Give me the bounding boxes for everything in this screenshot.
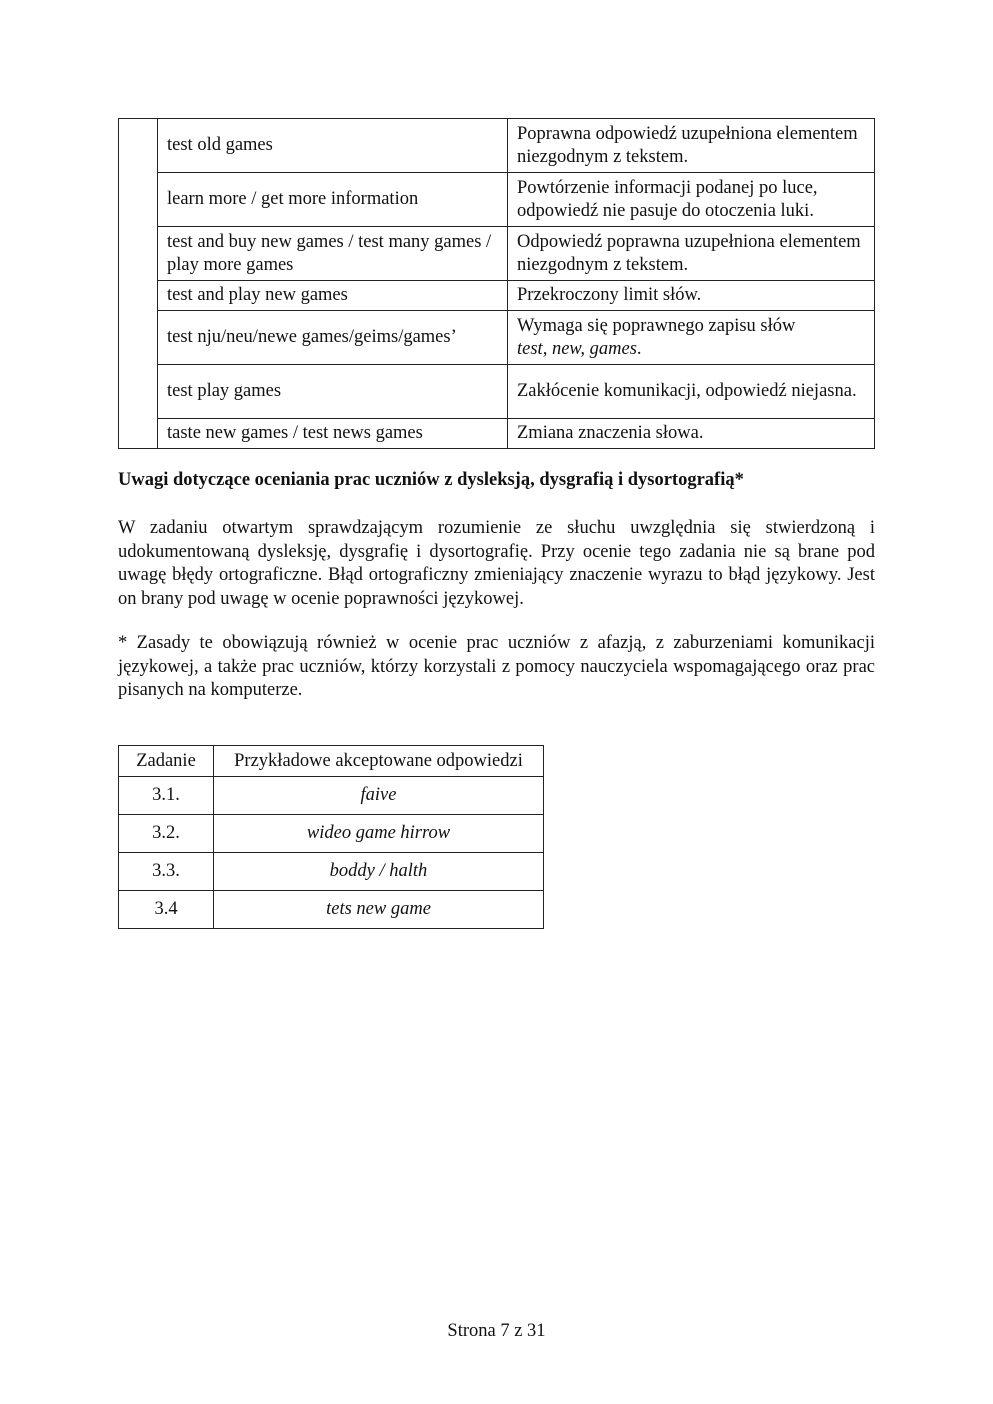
accepted-answer-cell: faive bbox=[214, 777, 544, 815]
table-row bbox=[119, 777, 544, 815]
reason-cell: Odpowiedź poprawna uzupełniona elementem niezgodnym z tekstem. bbox=[508, 227, 875, 281]
table-row bbox=[119, 227, 875, 281]
reason-cell: Zakłócenie komunikacji, odpowiedź niejasna. bbox=[508, 365, 875, 419]
table-row bbox=[119, 311, 875, 365]
empty-task-cell bbox=[119, 119, 158, 449]
reason-cell: Poprawna odpowiedź uzupełniona elementem niezgodnym z tekstem. bbox=[508, 119, 875, 173]
reason-italic-words: test, new, games bbox=[517, 338, 637, 359]
answer-cell: taste new games / test news games bbox=[158, 419, 508, 449]
page-number: Strona 7 z 31 bbox=[447, 1321, 546, 1341]
accepted-answer-cell: boddy / halth bbox=[214, 853, 544, 891]
task-number-cell: 3.3. bbox=[119, 853, 214, 891]
column-header-task: Zadanie bbox=[119, 746, 214, 777]
table-row bbox=[119, 173, 875, 227]
column-header-answers: Przykładowe akceptowane odpowiedzi bbox=[214, 746, 544, 777]
reason-end: . bbox=[636, 338, 642, 359]
answer-cell: test nju/neu/newe games/geims/games’ bbox=[158, 311, 508, 365]
task-number-cell: 3.1. bbox=[119, 777, 214, 815]
reason-text: Wymaga się poprawnego zapisu słów bbox=[517, 315, 796, 336]
reason-cell: Przekroczony limit słów. bbox=[508, 281, 875, 311]
reason-cell bbox=[508, 311, 875, 365]
rejected-answers-table bbox=[118, 118, 875, 449]
table-row bbox=[119, 853, 544, 891]
answer-cell: test play games bbox=[158, 365, 508, 419]
accepted-answers-table bbox=[118, 745, 544, 929]
reason-cell: Zmiana znaczenia słowa. bbox=[508, 419, 875, 449]
answer-cell: test and play new games bbox=[158, 281, 508, 311]
answer-cell: test old games bbox=[158, 119, 508, 173]
accepted-answer-cell: wideo game hirrow bbox=[214, 815, 544, 853]
reason-cell: Powtórzenie informacji podanej po luce, odpowiedź nie pasuje do otoczenia luki. bbox=[508, 173, 875, 227]
answer-cell: learn more / get more information bbox=[158, 173, 508, 227]
paragraph-footnote: * Zasady te obowiązują również w ocenie prac uczniów z afazją, z zaburzeniami komunikacji językowej, a także prac uczniów, którzy korzystali z pomocy nauczyciela wspomagającego oraz prac pisanych na komputerze. bbox=[118, 633, 875, 700]
answer-cell: test and buy new games / test many games / play more games bbox=[158, 227, 508, 281]
task-number-cell: 3.4 bbox=[119, 891, 214, 929]
table-row bbox=[119, 891, 544, 929]
paragraph-dyslexia-rules: W zadaniu otwartym sprawdzającym rozumienie ze słuchu uwzględnia się stwierdzoną i udokumentowaną dysleksję, dysgrafię i dysortografię. Przy ocenie tego zadania nie są brane pod uwagę błędy ortograficzne. Błąd ortograficzny zmieniający znaczenie wyrazu to błąd językowy. Jest on brany pod uwagę w ocenie poprawności językowej. bbox=[118, 518, 875, 609]
table-row bbox=[119, 815, 544, 853]
table-row bbox=[119, 419, 875, 449]
task-number-cell: 3.2. bbox=[119, 815, 214, 853]
table-row bbox=[119, 281, 875, 311]
table-row bbox=[119, 365, 875, 419]
accepted-answer-cell: tets new game bbox=[214, 891, 544, 929]
table-row bbox=[119, 119, 875, 173]
section-heading: Uwagi dotyczące oceniania prac uczniów z dysleksją, dysgrafią i dysortografią* bbox=[118, 470, 744, 490]
table-header-row bbox=[119, 746, 544, 777]
